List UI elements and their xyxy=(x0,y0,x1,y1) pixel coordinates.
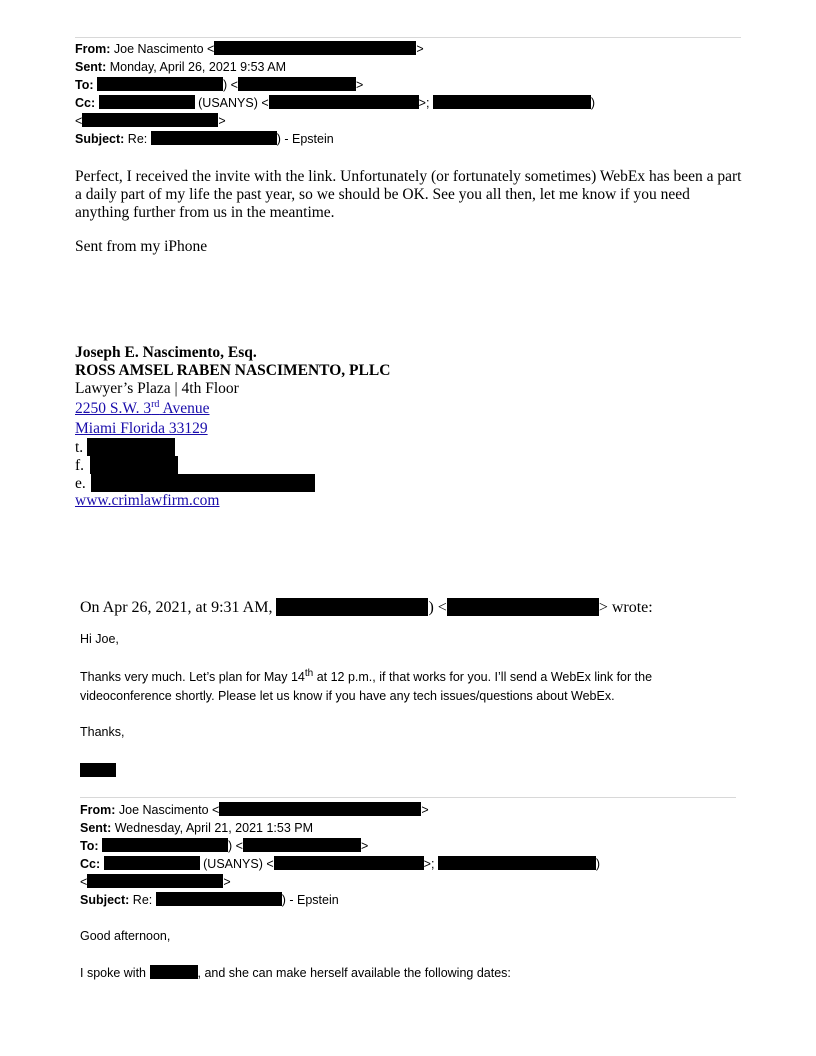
redaction-bar xyxy=(276,598,428,616)
signature-city-link[interactable] xyxy=(75,420,208,438)
from-line-2 xyxy=(80,801,429,819)
to-label: To: xyxy=(75,78,94,92)
cc-usanys: (USANYS) < xyxy=(198,96,269,110)
redacted-signature xyxy=(80,763,116,777)
cc-line-b xyxy=(80,855,600,873)
sent-from-iphone: Sent from my iPhone xyxy=(75,238,208,255)
subject-tail: ) - Epstein xyxy=(276,132,334,146)
sent-line xyxy=(75,58,286,76)
signature-plaza: Lawyer’s Plaza | 4th Floor xyxy=(75,380,239,397)
quote-intro xyxy=(80,598,653,617)
redaction-bar xyxy=(87,438,175,456)
subject-line-2 xyxy=(80,891,339,909)
sent-label: Sent: xyxy=(80,821,112,835)
signature-web[interactable] xyxy=(75,492,219,510)
quote-paragraph-line1 xyxy=(80,667,653,684)
city-link[interactable]: Miami Florida 33129 xyxy=(75,420,208,437)
header-divider xyxy=(75,37,741,38)
redaction-bar xyxy=(156,892,282,906)
addr-street: 2250 S.W. 3 xyxy=(75,400,152,417)
signature-address-link[interactable] xyxy=(75,400,210,418)
cc-close: ) xyxy=(595,857,601,871)
subject-re: Re: xyxy=(127,132,148,146)
phone-label: t. xyxy=(75,439,84,456)
quote-p1-sup: th xyxy=(304,667,314,679)
redaction-bar xyxy=(214,41,416,55)
redaction-bar xyxy=(151,131,277,145)
redaction-bar xyxy=(104,856,200,870)
signature-fax xyxy=(75,456,178,475)
sent-value: Wednesday, April 21, 2021 1:53 PM xyxy=(114,821,314,835)
quote-greeting: Hi Joe, xyxy=(80,632,119,646)
cc2-close: > xyxy=(218,114,226,128)
redaction-bar xyxy=(99,95,195,109)
header-divider xyxy=(80,797,736,798)
message2-greeting: Good afternoon, xyxy=(80,929,171,943)
subject-re: Re: xyxy=(132,893,153,907)
redaction-bar xyxy=(102,838,228,852)
redaction-bar xyxy=(91,474,315,492)
email-label: e. xyxy=(75,475,86,492)
from-line xyxy=(75,40,424,58)
cc-close: ) xyxy=(590,96,596,110)
to-close: > xyxy=(355,78,364,92)
sent-line-2 xyxy=(80,819,313,837)
cc-label: Cc: xyxy=(75,96,96,110)
redaction-bar xyxy=(433,95,591,109)
cc2-open: < xyxy=(80,875,88,889)
from-close: > xyxy=(421,803,429,817)
redaction-bar xyxy=(438,856,596,870)
cc-sep: >; xyxy=(423,857,435,871)
spoke-post: , and she can make herself available the following dates: xyxy=(197,966,511,980)
signature-email xyxy=(75,474,315,493)
website-link[interactable]: www.crimlawfirm.com xyxy=(75,492,220,509)
redaction-bar xyxy=(274,856,424,870)
cc2-open: < xyxy=(75,114,83,128)
to-label: To: xyxy=(80,839,99,853)
from-name: Joe Nascimento < xyxy=(113,42,215,56)
signature-firm: ROSS AMSEL RABEN NASCIMENTO, PLLC xyxy=(75,362,391,379)
quote-paragraph-line2: videoconference shortly. Please let us know if you have any tech issues/questions about WebEx. xyxy=(80,689,615,703)
redaction-bar xyxy=(447,598,599,616)
quote-intro-mid: ) < xyxy=(428,599,447,616)
from-label: From: xyxy=(75,42,111,56)
redaction-bar xyxy=(82,113,218,127)
cc-line xyxy=(75,94,595,112)
cc-sep: >; xyxy=(418,96,430,110)
address-link[interactable] xyxy=(75,400,210,417)
quote-intro-pre: On Apr 26, 2021, at 9:31 AM, xyxy=(80,599,273,616)
message-body: Perfect, I received the invite with the link. Unfortunately (or fortunately sometimes) WebEx has been a part a daily part of my life the past year, so we should be OK. See you all then, let me know if you need anything further from us in the meantime. xyxy=(75,168,742,221)
quote-thanks: Thanks, xyxy=(80,725,125,739)
quote-intro-post: > wrote: xyxy=(598,599,653,616)
redaction-bar xyxy=(150,965,198,979)
redaction-bar xyxy=(90,456,178,474)
to-mid: ) < xyxy=(223,78,238,92)
quote-p1-pre: Thanks very much. Let’s plan for May 14 xyxy=(80,670,305,684)
subject-line xyxy=(75,130,334,148)
message2-spoke-line xyxy=(80,965,511,980)
from-name: Joe Nascimento < xyxy=(118,803,220,817)
cc2-close: > xyxy=(223,875,231,889)
signature-phone xyxy=(75,438,175,457)
quote-p1-post: at 12 p.m., if that works for you. I’ll send a WebEx link for the xyxy=(313,670,653,684)
addr-sup: rd xyxy=(151,398,160,410)
sent-value: Monday, April 26, 2021 9:53 AM xyxy=(109,60,287,74)
from-label: From: xyxy=(80,803,116,817)
sent-label: Sent: xyxy=(75,60,107,74)
cc-usanys: (USANYS) < xyxy=(203,857,274,871)
to-line-2 xyxy=(80,837,368,855)
cc-line-b2 xyxy=(80,873,231,891)
subject-label: Subject: xyxy=(80,893,130,907)
subject-tail: ) - Epstein xyxy=(281,893,339,907)
redaction-bar xyxy=(87,874,223,888)
subject-label: Subject: xyxy=(75,132,125,146)
redaction-bar xyxy=(243,838,361,852)
to-line xyxy=(75,76,363,94)
fax-label: f. xyxy=(75,457,85,474)
signature-name: Joseph E. Nascimento, Esq. xyxy=(75,344,257,361)
redaction-bar xyxy=(238,77,356,91)
redaction-bar xyxy=(219,802,421,816)
cc-label: Cc: xyxy=(80,857,101,871)
addr-avenue: Avenue xyxy=(159,400,210,417)
to-mid: ) < xyxy=(228,839,243,853)
to-close: > xyxy=(360,839,369,853)
from-close: > xyxy=(416,42,424,56)
redaction-bar xyxy=(97,77,223,91)
cc-line-2 xyxy=(75,112,226,130)
spoke-pre: I spoke with xyxy=(80,966,147,980)
redaction-bar xyxy=(269,95,419,109)
